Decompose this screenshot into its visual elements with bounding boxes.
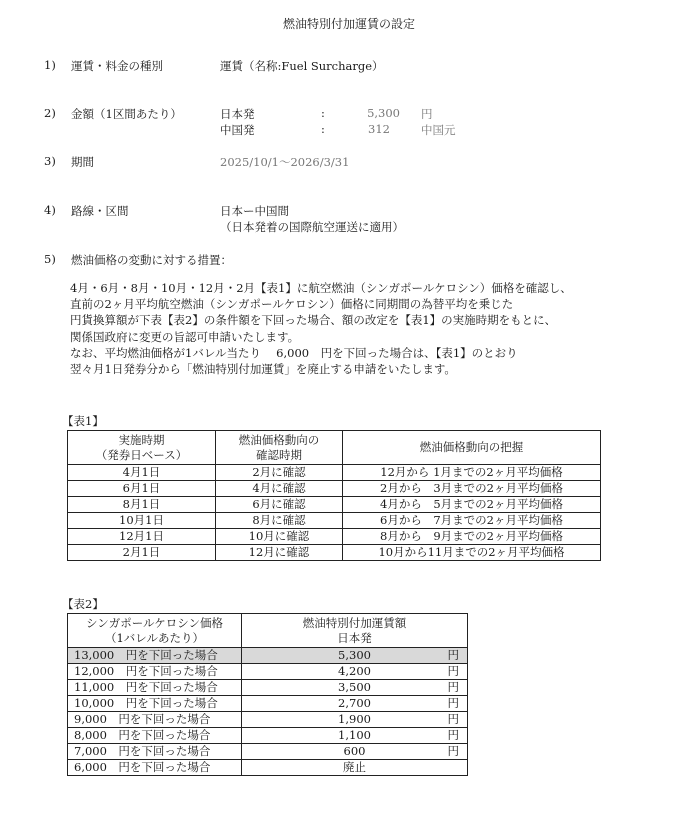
table-cell: 6月から 7月までの2ヶ月平均価格 — [343, 513, 601, 529]
table-1-header-basis: 燃油価格動向の把握 — [343, 431, 601, 465]
section-2-number: 2) — [44, 106, 56, 120]
table-row — [68, 744, 468, 760]
table-cell: 4,200 円 — [242, 664, 468, 680]
section-2-label: 金額（1区間あたり） — [71, 107, 182, 121]
table-2-header-surcharge: 燃油特別付加運賃額 日本発 — [242, 614, 468, 648]
table-cell: 廃止 — [242, 760, 468, 776]
table-row — [68, 529, 601, 545]
table-cell: 13,000 円を下回った場合 — [68, 648, 242, 664]
table-2-header-price: シンガポールケロシン価格 （1バレルあたり） — [68, 614, 242, 648]
table-cell: 10,000 円を下回った場合 — [68, 696, 242, 712]
section-4-label: 路線・区間 — [71, 204, 129, 218]
table-cell: 6月に確認 — [216, 497, 343, 513]
paragraph-line: 関係国政府に変更の旨認可申請いたします。 — [70, 329, 300, 344]
section-1-label: 運賃・料金の種別 — [71, 59, 163, 73]
table-row — [68, 680, 468, 696]
table-cell: 4月に確認 — [216, 481, 343, 497]
table-1-header-check: 燃油価格動向の 確認時期 — [216, 431, 343, 465]
table-2-header-row — [68, 614, 468, 648]
paragraph-line: 翌々月1日発券分から「燃油特別付加運賃」を廃止する申請をいたします。 — [70, 362, 456, 377]
measures-paragraph — [70, 280, 572, 377]
route-line-2: （日本発着の国際航空運送に適用） — [220, 220, 404, 234]
section-5-label: 燃油価格の変動に対する措置： — [71, 253, 232, 267]
table-row — [68, 481, 601, 497]
table-cell: 8月1日 — [68, 497, 216, 513]
table-cell: 7,000 円を下回った場合 — [68, 744, 242, 760]
section-4-number: 4) — [44, 203, 56, 217]
table-row — [68, 648, 468, 664]
table-cell: 5,300 円 — [242, 648, 468, 664]
table-cell: 2月から 3月までの2ヶ月平均価格 — [343, 481, 601, 497]
table-cell: 6,000 円を下回った場合 — [68, 760, 242, 776]
amount-colon-china: : — [321, 122, 325, 136]
table-row — [68, 513, 601, 529]
table-cell: 2月1日 — [68, 545, 216, 561]
table-2 — [67, 613, 468, 776]
table-cell: 6月1日 — [68, 481, 216, 497]
table-cell: 10月から11月までの2ヶ月平均価格 — [343, 545, 601, 561]
table-cell: 12月から 1月までの2ヶ月平均価格 — [343, 465, 601, 481]
paragraph-line: 4月・6月・8月・10月・12月・2月【表1】に航空燃油（シンガポールケロシン）価格を確認し、 — [70, 281, 572, 295]
table-cell: 3,500 円 — [242, 680, 468, 696]
table-cell: 2,700 円 — [242, 696, 468, 712]
table-cell: 8,000 円を下回った場合 — [68, 728, 242, 744]
table-cell: 10月1日 — [68, 513, 216, 529]
period-value: 2025/10/1～2026/3/31 — [220, 155, 350, 169]
table-cell: 8月から 9月までの2ヶ月平均価格 — [343, 529, 601, 545]
table-row — [68, 760, 468, 776]
table-row — [68, 545, 601, 561]
section-5-number: 5) — [44, 252, 56, 266]
amount-colon-japan: : — [321, 106, 325, 120]
table-cell: 1,900 円 — [242, 712, 468, 728]
amount-value-japan: 5,300 — [367, 106, 400, 120]
table-1-header-date: 実施時期 （発券日ベース） — [68, 431, 216, 465]
amount-value-china: 312 — [368, 122, 390, 136]
paragraph-line: 円貨換算額が下表【表2】の条件額を下回った場合、額の改定を【表1】の実施時期をもとに、 — [70, 313, 557, 328]
table-cell: 12月に確認 — [216, 545, 343, 561]
section-1-value: 運賃（名称:Fuel Surcharge） — [220, 59, 384, 73]
table-cell: 600 円 — [242, 744, 468, 760]
page-title: 燃油特別付加運賃の設定 — [282, 17, 415, 31]
table-row — [68, 497, 601, 513]
table-cell: 11,000 円を下回った場合 — [68, 680, 242, 696]
table-row — [68, 728, 468, 744]
table-cell: 4月から 5月までの2ヶ月平均価格 — [343, 497, 601, 513]
section-3-number: 3) — [44, 154, 56, 168]
amount-unit-china: 中国元 — [421, 123, 456, 137]
table-1-header-row — [68, 431, 601, 465]
table-cell: 1,100 円 — [242, 728, 468, 744]
table-row — [68, 696, 468, 712]
paragraph-line: なお、平均燃油価格が1バレル当たり 6,000 円を下回った場合は、【表1】のとおり — [70, 345, 518, 360]
table-cell: 12,000 円を下回った場合 — [68, 664, 242, 680]
table-cell: 10月に確認 — [216, 529, 343, 545]
table-2-label: 【表2】 — [62, 597, 104, 611]
table-1-label: 【表1】 — [62, 414, 104, 428]
table-cell: 12月1日 — [68, 529, 216, 545]
table-row — [68, 465, 601, 481]
table-cell: 8月に確認 — [216, 513, 343, 529]
amount-unit-japan: 円 — [421, 107, 433, 121]
section-1-number: 1) — [44, 58, 56, 72]
amount-origin-japan: 日本発 — [220, 107, 255, 121]
paragraph-line: 直前の2ヶ月平均航空燃油（シンガポールケロシン）価格に同期間の為替平均を乗じた — [70, 297, 514, 312]
table-row — [68, 712, 468, 728]
table-cell: 2月に確認 — [216, 465, 343, 481]
table-cell: 9,000 円を下回った場合 — [68, 712, 242, 728]
table-cell: 4月1日 — [68, 465, 216, 481]
amount-origin-china: 中国発 — [220, 123, 255, 137]
table-row — [68, 664, 468, 680]
table-1 — [67, 430, 601, 561]
section-3-label: 期間 — [71, 155, 94, 169]
route-line-1: 日本ー中国間 — [220, 204, 289, 218]
